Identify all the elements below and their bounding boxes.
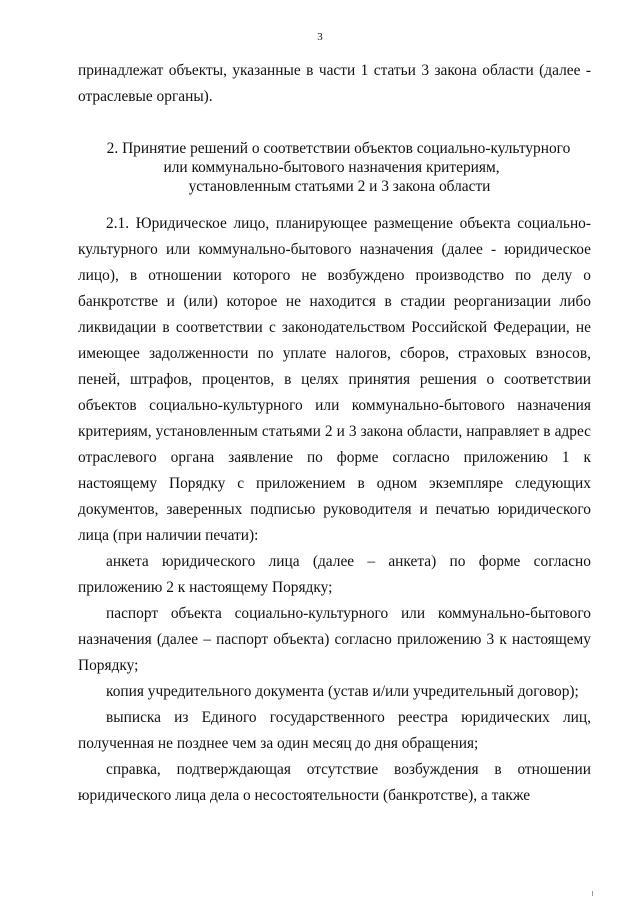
paragraph-2-1: 2.1. Юридическое лицо, планирующее размещение объекта социально-культурного или коммунально-бытового назначения (далее - юридическое лицо), в отношении которого не возбуждено производство по делу о банкротстве и (или) которое не находится в стадии реорганизации либо ликвидации в соответствии с законодательством Российской Федерации, не имеющее задолженности по уплате налогов, сборов, страховых взносов, пеней, штрафов, процентов, в целях принятия решения о соответствии объектов социально-культурного или коммунально-бытового назначения критериям, установленным статьями 2 и 3 закона области, направляет в адрес отраслевого органа заявление по форме согласно приложению 1 к настоящему Порядку с приложением в одном экземпляре следующих документов, заверенных подписью руководителя и печатью юридического лица (при наличии печати): xyxy=(78,215,591,544)
list-item-bankruptcy-certificate: справка, подтверждающая отсутствие возбуждения в отношении юридического лица дела о несостоятельности (банкротстве), а также xyxy=(78,761,591,804)
list-item-charter-copy: копия учредительного документа (устав и/или учредительный договор); xyxy=(106,683,579,700)
intro-paragraph: принадлежат объекты, указанные в части 1 статьи 3 закона области (далее - отраслевые органы). xyxy=(78,62,591,105)
margin-mark xyxy=(592,891,593,896)
list-item-object-passport: паспорт объекта социально-культурного или коммунально-бытового назначения (далее – паспорт объекта) согласно приложению 3 к настоящему Порядку; xyxy=(78,605,591,674)
section-body xyxy=(78,211,591,809)
intro-paragraph-container xyxy=(78,58,591,110)
section-heading-line-2: или коммунально-бытового назначения критериям, xyxy=(163,159,500,176)
list-item-registry-extract: выписка из Единого государственного реестра юридических лиц, полученная не позднее чем за один месяц до дня обращения; xyxy=(78,709,591,752)
list-item-questionnaire: анкета юридического лица (далее – анкета) по форме согласно приложению 2 к настоящему Порядку; xyxy=(78,553,591,596)
page-number: 3 xyxy=(317,31,323,43)
section-heading-line-1: 2. Принятие решений о соответствии объектов социально-культурного xyxy=(106,140,571,157)
section-heading xyxy=(78,139,591,196)
section-heading-line-3: установленным статьями 2 и 3 закона области xyxy=(188,178,491,195)
